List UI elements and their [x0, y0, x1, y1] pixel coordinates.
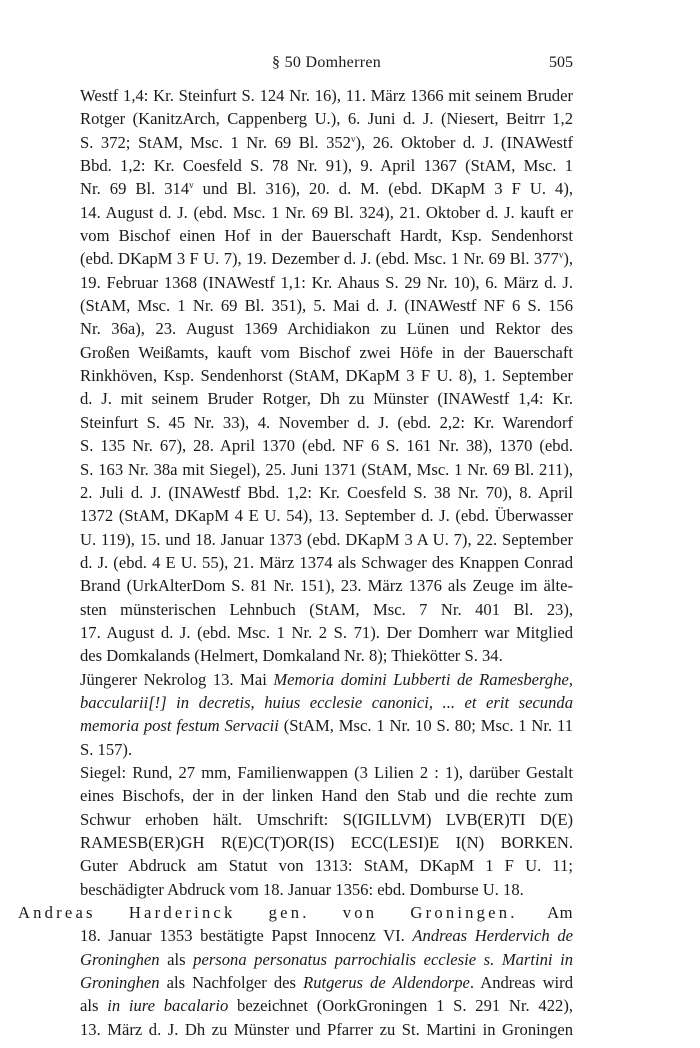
text-line: 2. Juli d. J. (INAWestf Bbd. 1,2: Kr. Coesfeld S. 38 Nr. 70), 8. April	[80, 482, 573, 502]
text-line: S. 135 Nr. 67), 28. April 1370 (ebd. NF 6 S. 161 Nr. 38), 1370 (ebd.	[80, 436, 573, 456]
text-line: eines Bischofs, der in der linken Hand den Stab und die rechte zum	[80, 786, 573, 806]
text-line: memoria post festum Servacii (StAM, Msc. 1 Nr. 10 S. 80; Msc. 1 Nr. 11	[80, 716, 573, 736]
text-line: Rinkhöven, Ksp. Sendenhorst (StAM, DKapM 3 F U. 8), 1. September	[80, 366, 573, 386]
text-line: (StAM, Msc. 1 Nr. 69 Bl. 351), 5. Mai d. J. (INAWestf NF 6 S. 156	[80, 296, 573, 316]
text-line: Siegel: Rund, 27 mm, Familienwappen (3 Lilien 2 : 1), darüber Gestalt	[80, 762, 573, 782]
text-line: als in iure bacalario bezeichnet (OorkGroningen 1 S. 291 Nr. 422),	[80, 996, 573, 1016]
text-line: d. J. (ebd. 4 E U. 55), 21. März 1374 als Schwager des Knappen Conrad	[80, 552, 573, 572]
text-line: 19. Februar 1368 (INAWestf 1,1: Kr. Ahaus S. 29 Nr. 10), 6. März d. J.	[80, 272, 573, 292]
text-line: S. 372; StAM, Msc. 1 Nr. 69 Bl. 352$^v$), 26. Oktober d. J. (INAWestf	[80, 132, 573, 152]
text-line: vom Bischof einen Hof in der Bauerschaft Hardt, Ksp. Sendenhorst	[80, 226, 573, 246]
text-line: Rotger (KanitzArch, Cappenberg U.), 6. Juni d. J. (Niesert, Beitrr 1,2	[80, 109, 573, 129]
text-line: Jüngerer Nekrolog 13. Mai Memoria domini Lubberti de Ramesberghe,	[80, 669, 574, 689]
text-line: Groninghen als persona personatus parrochialis ecclesie s. Martini in	[80, 949, 573, 969]
text-line: Großen Weißamts, kauft vom Bischof zwei Höfe in der Bauerschaft	[80, 342, 573, 362]
text-line: 13. März d. J. Dh zu Münster und Pfarrer zu St. Martini in Groningen	[80, 1019, 573, 1039]
text-line: U. 119), 15. und 18. Januar 1373 (ebd. DKapM 3 A U. 7), 22. September	[80, 529, 573, 549]
entry-heading-line: Andreas Harderinck gen. von Groningen. Am	[18, 903, 573, 923]
text-line: Bbd. 1,2: Kr. Coesfeld S. 78 Nr. 91), 9. April 1367 (StAM, Msc. 1	[80, 156, 573, 176]
text-line: 17. August d. J. (ebd. Msc. 1 Nr. 2 S. 71). Der Domherr war Mitglied	[80, 622, 573, 642]
text-line: Steinfurt S. 45 Nr. 33), 4. November d. J. (ebd. 2,2: Kr. Warendorf	[80, 412, 573, 432]
text-line: Guter Abdruck am Statut von 1313: StAM, DKapM 1 F U. 11;	[80, 856, 573, 876]
text-line: Groninghen als Nachfolger des Rutgerus de Aldendorpe. Andreas wird	[80, 973, 573, 993]
body-text	[18, 84, 574, 1041]
text-line: 14. August d. J. (ebd. Msc. 1 Nr. 69 Bl. 324), 21. Oktober d. J. kauft er	[80, 202, 573, 222]
text-line: d. J. mit seinem Bruder Rotger, Dh zu Münster (INAWestf 1,4: Kr.	[80, 389, 573, 409]
text-line: sten münsterischen Lehnbuch (StAM, Msc. 7 Nr. 401 Bl. 23),	[80, 599, 573, 619]
text-line: des Domkalands (Helmert, Domkaland Nr. 8); Thiekötter S. 34.	[80, 646, 503, 666]
text-line: Schwur erhoben hält. Umschrift: S(IGILLVM) LVB(ER)TI D(E)	[80, 809, 573, 829]
text-line: baccularii[!] in decretis, huius ecclesie canonici, ... et erit secunda	[80, 692, 573, 712]
entry-name: Andreas Harderinck gen. von Groningen.	[18, 903, 518, 923]
text-line: Nr. 36a), 23. August 1369 Archidiakon zu Lünen und Rektor des	[80, 319, 573, 339]
page-number: 505	[549, 54, 573, 71]
text-line: Nr. 69 Bl. 314$^v$ und Bl. 316), 20. d. M. (ebd. DKapM 3 F U. 4),	[80, 179, 573, 199]
text-line: Westf 1,4: Kr. Steinfurt S. 124 Nr. 16), 11. März 1366 mit seinem Bruder	[80, 86, 573, 105]
text-line: beschädigter Abdruck vom 18. Januar 1356: ebd. Domburse U. 18.	[80, 879, 524, 899]
text-line: S. 163 Nr. 38a mit Siegel), 25. Juni 1371 (StAM, Msc. 1 Nr. 69 Bl. 211),	[80, 459, 573, 479]
running-head	[80, 54, 573, 76]
text-line: Brand (UrkAlterDom S. 81 Nr. 151), 23. März 1376 als Zeuge im älte-	[80, 576, 573, 596]
text-line: S. 157).	[80, 739, 133, 759]
text-line: RAMESB(ER)GH R(E)C(T)OR(IS) ECC(LESI)E I(N) BORKEN.	[80, 833, 573, 852]
text-line: (ebd. DKapM 3 F U. 7), 19. Dezember d. J. (ebd. Msc. 1 Nr. 69 Bl. 377$^v$),	[80, 249, 573, 269]
text-line: 1372 (StAM, DKapM 4 E U. 54), 13. September d. J. (ebd. Überwasser	[80, 506, 573, 526]
text-line: 18. Januar 1353 bestätigte Papst Innocenz VI. Andreas Herdervich de	[80, 926, 573, 946]
section-title: § 50 Domherren	[271, 54, 382, 71]
